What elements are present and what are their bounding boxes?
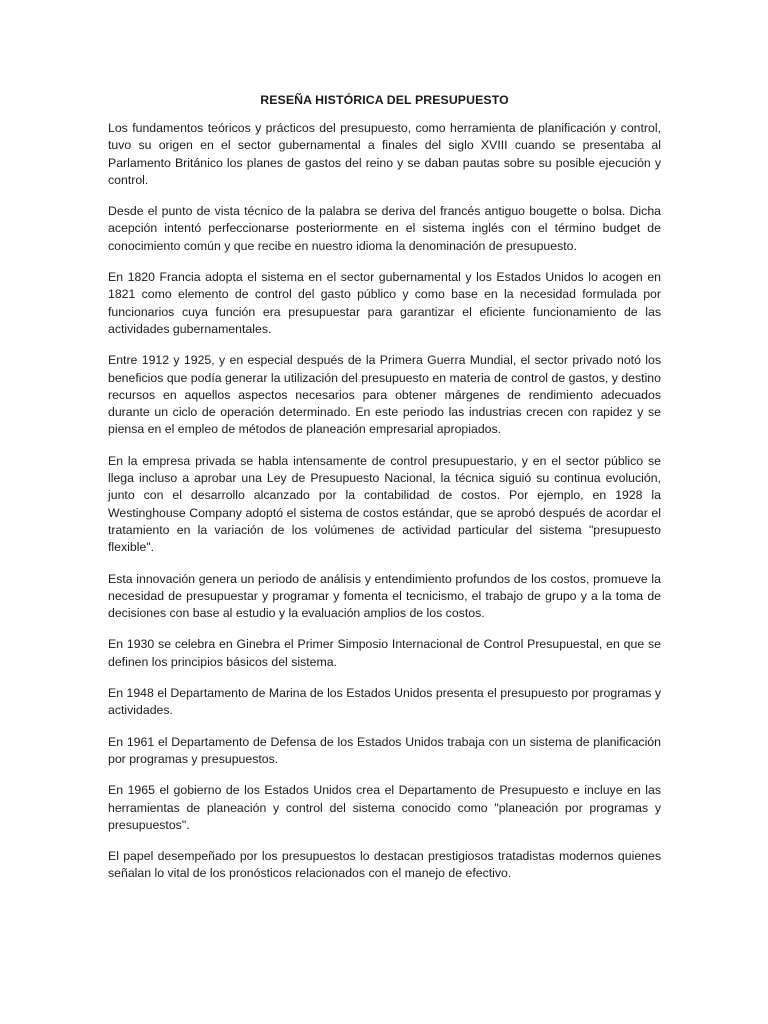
paragraph-1965-government: En 1965 el gobierno de los Estados Unidos crea el Departamento de Presupuesto e incluye en las herramientas de planeación y control del sistema conocido como "planeación por programas y presupuestos". [108,783,661,832]
paragraph-1961-defense: En 1961 el Departamento de Defensa de los Estados Unidos trabaja con un sistema de planificación por programas y presupuestos. [108,734,661,766]
paragraph-private-sector: En la empresa privada se habla intensamente de control presupuestario, y en el sector público se llega incluso a aprobar una Ley de Presupuesto Nacional, la técnica siguió su continua evolución, junto con el desarrollo alcanzado por la contabilidad de costos. Por ejemplo, en 1928 la Westinghouse Company adoptó el sistema de costos estándar, que se aprobó después de acordar el tratamiento en la variación de los volúmenes de actividad particular del sistema "presupuesto flexible". [108,453,661,555]
paragraph-etymology: Desde el punto de vista técnico de la palabra se deriva del francés antiguo bougette o bolsa. Dicha acepción intentó perfeccionarse posteriormente en el sistema inglés con el término budget de conocimiento común y que recibe en nuestro idioma la denominación de presupuesto. [108,204,661,253]
paragraph-1948-navy: En 1948 el Departamento de Marina de los Estados Unidos presenta el presupuesto por programas y actividades. [108,686,661,718]
document-page [108,92,661,897]
paragraph-origins: Los fundamentos teóricos y prácticos del presupuesto, como herramienta de planificación y control, tuvo su origen en el sector gubernamental a finales del siglo XVIII cuando se presentaba al Parlamento Británico los planes de gastos del reino y se daban pautas sobre su posible ejecución y control. [108,121,661,187]
document-title: RESEÑA HISTÓRICA DEL PRESUPUESTO [260,93,509,107]
paragraph-1930-geneva: En 1930 se celebra en Ginebra el Primer Simposio Internacional de Control Presupuestal, en que se definen los principios básicos del sistema. [108,637,661,669]
paragraph-innovation: Esta innovación genera un periodo de análisis y entendimiento profundos de los costos, promueve la necesidad de presupuestar y programar y fomenta el tecnicismo, el trabajo de grupo y a la toma de decisiones con base al estudio y la evaluación amplios de los costos. [108,571,661,621]
paragraph-1820-france: En 1820 Francia adopta el sistema en el sector gubernamental y los Estados Unidos lo acogen en 1821 como elemento de control del gasto público y como base en la necesidad formulada por funcionarios cuya función era presupuestar para garantizar el eficiente funcionamiento de las actividades gubernamentales. [108,270,661,336]
paragraph-modern-authors: El papel desempeñado por los presupuestos lo destacan prestigiosos tratadistas modernos quienes señalan lo vital de los pronósticos relacionados con el manejo de efectivo. [108,849,661,881]
paragraph-1912-1925: Entre 1912 y 1925, y en especial después de la Primera Guerra Mundial, el sector privado notó los beneficios que podía generar la utilización del presupuesto en materia de control de gastos, y destino recursos en aquellos aspectos necesarios para obtener márgenes de rendimiento adecuados durante un ciclo de operación determinado. En este periodo las industrias crecen con rapidez y se piensa en el empleo de métodos de planeación empresarial apropiados. [108,353,661,437]
